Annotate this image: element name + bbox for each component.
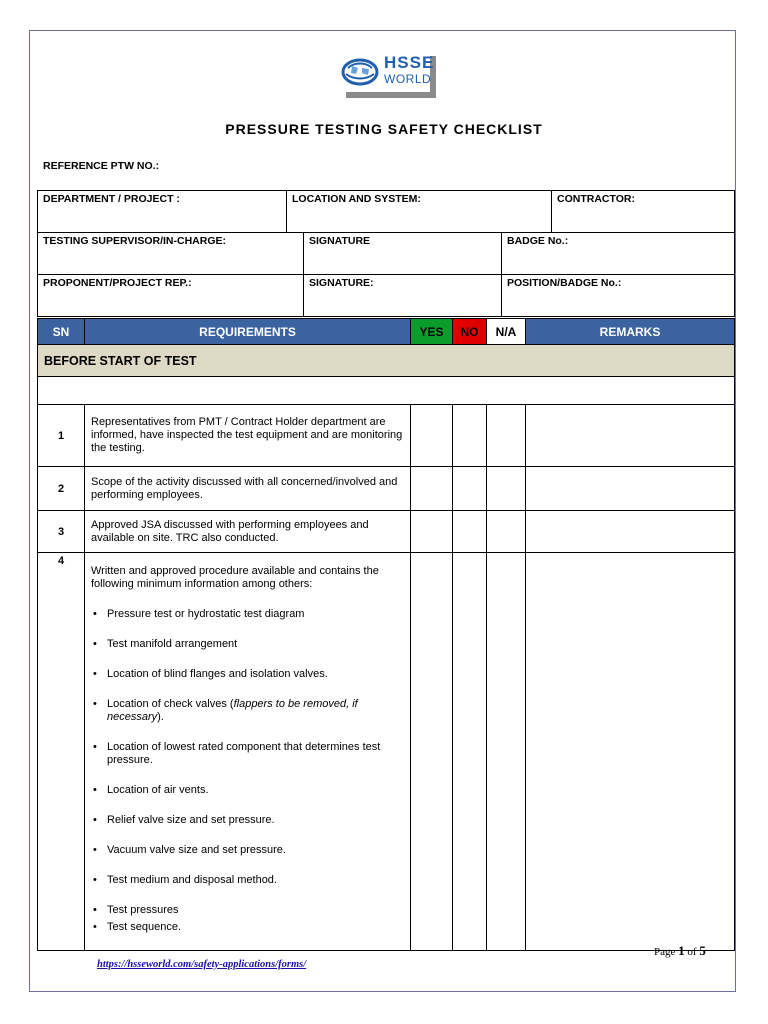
logo-text-world: WORLD — [384, 72, 432, 86]
bullet-item: • Test medium and disposal method. — [91, 874, 404, 887]
remarks-cell[interactable] — [526, 553, 735, 951]
header-requirements: REQUIREMENTS — [85, 319, 411, 345]
header-sn: SN — [38, 319, 85, 345]
reference-ptw-label: REFERENCE PTW NO.: — [43, 160, 160, 172]
personnel-info-table — [37, 232, 735, 317]
proponent-signature-field[interactable]: SIGNATURE: — [304, 275, 502, 317]
page-number: Page 1 of 5 — [654, 943, 706, 958]
item-sn: 1 — [38, 405, 85, 467]
na-checkbox-cell[interactable] — [487, 511, 526, 553]
header-no: NO — [453, 319, 487, 345]
footer-forms-link[interactable]: https://hsseworld.com/safety-applications/forms/ — [97, 959, 307, 970]
item-sn: 3 — [38, 511, 85, 553]
remarks-cell[interactable] — [526, 511, 735, 553]
bullet-item: • Pressure test or hydrostatic test diagram — [91, 608, 404, 621]
testing-supervisor-field[interactable]: TESTING SUPERVISOR/IN-CHARGE: — [38, 233, 304, 275]
item-requirement: Scope of the activity discussed with all concerned/involved and performing employees. — [85, 467, 411, 511]
section-row — [38, 345, 735, 377]
location-system-field[interactable]: LOCATION AND SYSTEM: — [287, 191, 552, 233]
header-na: N/A — [487, 319, 526, 345]
item-requirement: Representatives from PMT / Contract Holder department are informed, have inspected the test equipment and are monitoring the testing. — [85, 405, 411, 467]
no-checkbox-cell[interactable] — [453, 511, 487, 553]
bullet-item: • Vacuum valve size and set pressure. — [91, 844, 404, 857]
spacer-row — [38, 377, 735, 405]
yes-checkbox-cell[interactable] — [411, 511, 453, 553]
bullet-item: • Test pressures — [91, 904, 404, 917]
item-requirement: Approved JSA discussed with performing employees and available on site. TRC also conducted. — [85, 511, 411, 553]
item-sn: 2 — [38, 467, 85, 511]
header-remarks: REMARKS — [526, 319, 735, 345]
header-yes: YES — [411, 319, 453, 345]
project-info-table — [37, 190, 735, 233]
position-badge-field[interactable]: POSITION/BADGE No.: — [502, 275, 735, 317]
checklist-table — [37, 318, 735, 951]
checklist-row-2 — [38, 467, 735, 511]
na-checkbox-cell[interactable] — [487, 467, 526, 511]
checklist-row-3 — [38, 511, 735, 553]
logo-text-hsse: HSSE — [384, 53, 435, 72]
yes-checkbox-cell[interactable] — [411, 405, 453, 467]
yes-checkbox-cell[interactable] — [411, 553, 453, 951]
proponent-rep-field[interactable]: PROPONENT/PROJECT REP.: — [38, 275, 304, 317]
bullet-item: • Test manifold arrangement — [91, 638, 404, 651]
bullet-item: • Relief valve size and set pressure. — [91, 814, 404, 827]
na-checkbox-cell[interactable] — [487, 553, 526, 951]
section-before-start: BEFORE START OF TEST — [38, 345, 735, 377]
checklist-row-1 — [38, 405, 735, 467]
bullet-item: • Location of check valves (flappers to be removed, if necessary). — [91, 698, 404, 724]
no-checkbox-cell[interactable] — [453, 467, 487, 511]
checklist-header-row — [38, 319, 735, 345]
no-checkbox-cell[interactable] — [453, 553, 487, 951]
item-4-intro: Written and approved procedure available and contains the following minimum information among others: — [91, 565, 379, 590]
bullet-item: • Test sequence. — [91, 921, 404, 934]
remarks-cell[interactable] — [526, 405, 735, 467]
bullet-item: • Location of blind flanges and isolation valves. — [91, 668, 404, 681]
department-project-field[interactable]: DEPARTMENT / PROJECT : — [38, 191, 287, 233]
contractor-field[interactable]: CONTRACTOR: — [552, 191, 735, 233]
badge-no-field[interactable]: BADGE No.: — [502, 233, 735, 275]
hsse-world-logo — [336, 52, 440, 98]
remarks-cell[interactable] — [526, 467, 735, 511]
na-checkbox-cell[interactable] — [487, 405, 526, 467]
globe-icon — [340, 56, 380, 88]
no-checkbox-cell[interactable] — [453, 405, 487, 467]
checklist-row-4 — [38, 553, 735, 951]
procedure-requirements-list — [91, 608, 404, 934]
document-title: PRESSURE TESTING SAFETY CHECKLIST — [225, 121, 543, 137]
supervisor-signature-field[interactable]: SIGNATURE — [304, 233, 502, 275]
item-sn: 4 — [38, 553, 85, 951]
bullet-item: • Location of air vents. — [91, 784, 404, 797]
bullet-item: • Location of lowest rated component that determines test pressure. — [91, 741, 404, 767]
yes-checkbox-cell[interactable] — [411, 467, 453, 511]
item-requirement — [85, 553, 411, 951]
